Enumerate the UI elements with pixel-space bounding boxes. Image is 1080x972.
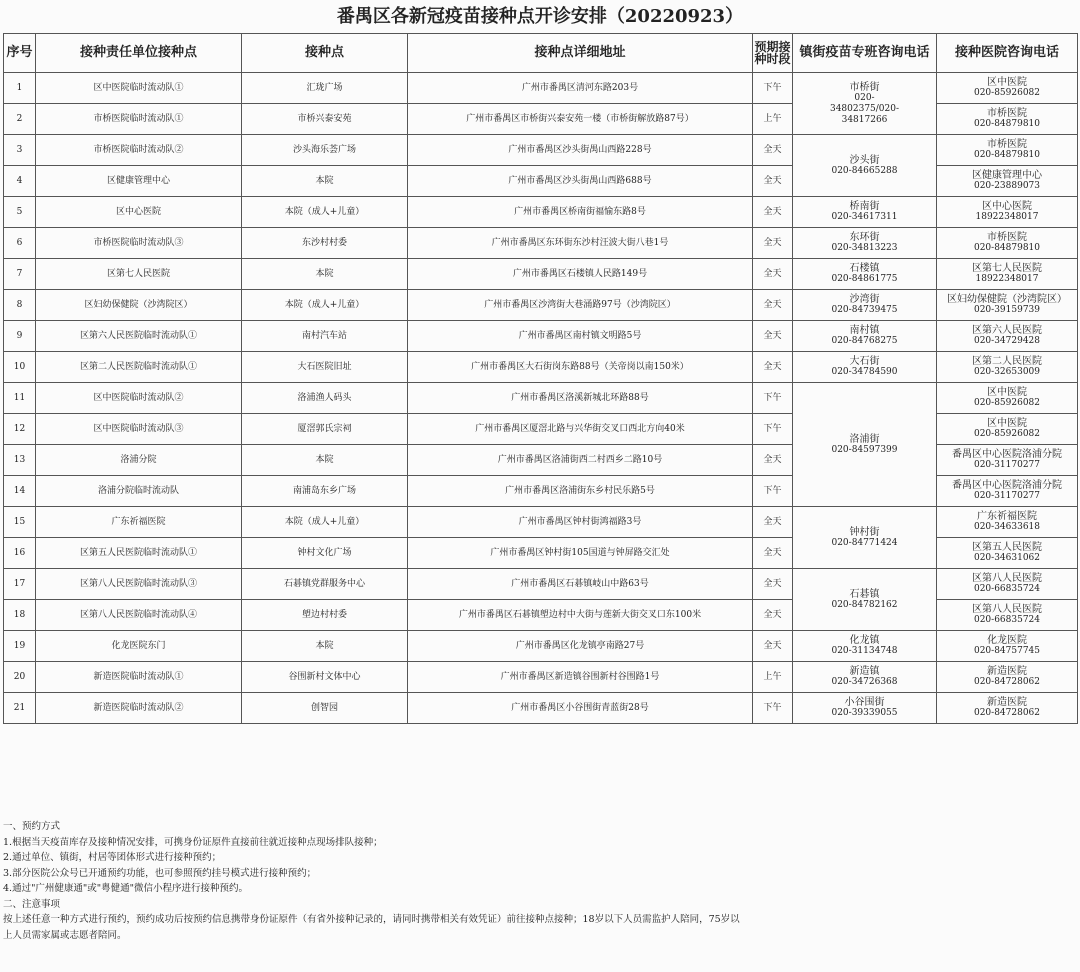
hospital-contact: [937, 600, 1078, 631]
town-name: 新造镇: [849, 666, 880, 677]
row-unit: 洛浦分院: [36, 445, 242, 476]
town-phone: 020-31134748: [831, 646, 898, 656]
header-time: 预期接种时段: [753, 34, 793, 73]
notes-item: 1.根据当天疫苗库存及接种情况安排，可携身份证原件直接前往就近接种点现场排队接种；: [3, 836, 383, 848]
row-unit: 区中医院临时流动队③: [36, 414, 242, 445]
row-site: 厦滘郭氏宗祠: [242, 414, 408, 445]
row-address: 广州市番禺区新造镇谷围新村谷围路1号: [408, 662, 753, 693]
row-address: 广州市番禺区南村镇文明路5号: [408, 321, 753, 352]
town-name: 沙湾街: [849, 294, 880, 305]
row-time: 下午: [753, 414, 793, 445]
header-no: 序号: [4, 34, 36, 73]
hospital-phone: 020-85926082: [973, 429, 1041, 439]
row-time: 下午: [753, 73, 793, 104]
row-no: 12: [4, 414, 36, 445]
hospital-phone: 020-34633618: [973, 522, 1041, 532]
town-contact: [793, 569, 937, 631]
row-site: 谷围新村文体中心: [242, 662, 408, 693]
hospital-contact: [937, 631, 1078, 662]
row-time: 全天: [753, 569, 793, 600]
town-contact: [793, 352, 937, 383]
town-name: 东环街: [849, 232, 880, 243]
row-unit: 市桥医院临时流动队③: [36, 228, 242, 259]
row-unit: 市桥医院临时流动队①: [36, 104, 242, 135]
row-address: 广州市番禺区桥南街福愉东路8号: [408, 197, 753, 228]
hospital-name: 区中心医院: [982, 201, 1032, 212]
hospital-name: 新造医院: [987, 697, 1027, 708]
notes-item: 2.通过单位、镇街，村居等团体形式进行接种预约；: [3, 852, 222, 863]
hospital-name: 市桥医院: [987, 139, 1027, 150]
town-contact: [793, 73, 937, 135]
row-unit: 区第八人民医院临时流动队④: [36, 600, 242, 631]
row-unit: 区第六人民医院临时流动队①: [36, 321, 242, 352]
hospital-contact: [937, 662, 1078, 693]
row-no: 14: [4, 476, 36, 507]
town-name: 钟村街: [849, 526, 880, 538]
town-phone: 020-84771424: [831, 537, 898, 548]
row-address: 广州市番禺区小谷围街青蓝街28号: [408, 693, 753, 724]
notes-item: 4.通过"广州健康通"或"粤健通"微信小程序进行接种预约。: [3, 883, 249, 894]
town-name: 南村镇: [849, 325, 880, 336]
row-unit: 化龙医院东门: [36, 631, 242, 662]
row-site: 钟村文化广场: [242, 538, 408, 569]
town-contact: [793, 197, 937, 228]
town-phone: 020-84782162: [831, 599, 898, 610]
row-address: 广州市番禺区化龙镇亭南路27号: [408, 631, 753, 662]
hospital-phone: 020-84728062: [973, 677, 1041, 687]
row-time: 全天: [753, 197, 793, 228]
hospital-name: 区第七人民医院: [972, 263, 1042, 274]
row-no: 7: [4, 259, 36, 290]
table-row: [4, 693, 1078, 724]
town-phone: 020-34784590: [831, 367, 898, 377]
hospital-phone: 020-85926082: [973, 88, 1041, 98]
row-unit: 区中医院临时流动队①: [36, 73, 242, 104]
town-contact: [793, 228, 937, 259]
row-address: 广州市番禺区石碁镇岐山中路63号: [408, 569, 753, 600]
hospital-phone: 020-84879810: [973, 243, 1041, 253]
hospital-contact: [937, 73, 1078, 104]
row-address: 广州市番禺区东环街东沙村汪波大街八巷1号: [408, 228, 753, 259]
row-time: 全天: [753, 507, 793, 538]
row-site: 石碁镇党群服务中心: [242, 569, 408, 600]
table-row: [4, 631, 1078, 662]
row-no: 2: [4, 104, 36, 135]
town-contact: [793, 507, 937, 569]
row-site: 本院: [242, 259, 408, 290]
header-site: 接种点: [242, 34, 408, 73]
hospital-name: 区第八人民医院: [972, 604, 1042, 615]
hospital-name: 区妇幼保健院（沙湾院区）: [947, 294, 1067, 305]
row-unit: 区第五人民医院临时流动队①: [36, 538, 242, 569]
row-no: 11: [4, 383, 36, 414]
town-phone: 020-39339055: [831, 708, 898, 718]
row-unit: 区健康管理中心: [36, 166, 242, 197]
town-contact: [793, 290, 937, 321]
hospital-name: 番禺区中心医院洛浦分院: [952, 480, 1062, 491]
row-no: 6: [4, 228, 36, 259]
row-unit: 区中心医院: [36, 197, 242, 228]
row-no: 19: [4, 631, 36, 662]
town-contact: [793, 259, 937, 290]
town-phone: 020-34617311: [831, 212, 898, 222]
hospital-phone: 020-39159739: [973, 305, 1041, 315]
hospital-contact: [937, 290, 1078, 321]
row-site: 南浦岛东乡广场: [242, 476, 408, 507]
row-address: 广州市番禺区沙头街禺山西路228号: [408, 135, 753, 166]
hospital-phone: 18922348017: [975, 212, 1039, 222]
row-address: 广州市番禺区清河东路203号: [408, 73, 753, 104]
row-time: 全天: [753, 228, 793, 259]
hospital-name: 番禺区中心医院洛浦分院: [952, 449, 1062, 460]
row-time: 全天: [753, 445, 793, 476]
table-row: [4, 352, 1078, 383]
table-row: [4, 321, 1078, 352]
hospital-contact: [937, 693, 1078, 724]
town-name: 大石街: [849, 356, 880, 367]
town-contact: [793, 693, 937, 724]
row-time: 上午: [753, 662, 793, 693]
hospital-contact: [937, 166, 1078, 197]
row-site: 本院（成人+儿童）: [242, 197, 408, 228]
header-hospital-phone: 接种医院咨询电话: [937, 34, 1078, 73]
hospital-phone: 020-84728062: [973, 708, 1041, 718]
row-time: 下午: [753, 693, 793, 724]
row-no: 10: [4, 352, 36, 383]
hospital-contact: [937, 259, 1078, 290]
hospital-phone: 020-31170277: [973, 491, 1041, 501]
table-row: [4, 507, 1078, 538]
hospital-name: 广东祈福医院: [977, 511, 1037, 522]
row-site: 南村汽车站: [242, 321, 408, 352]
row-unit: 区第二人民医院临时流动队①: [36, 352, 242, 383]
hospital-contact: [937, 476, 1078, 507]
page-title: 番禺区各新冠疫苗接种点开诊安排（20220923）: [336, 6, 744, 27]
row-no: 3: [4, 135, 36, 166]
town-name: 市桥街: [849, 81, 880, 93]
vaccination-schedule-table: [3, 33, 1078, 724]
notes-heading-booking: 一、预约方式: [3, 821, 61, 832]
row-no: 9: [4, 321, 36, 352]
hospital-contact: [937, 321, 1078, 352]
town-name: 桥南街: [849, 201, 880, 212]
row-time: 上午: [753, 104, 793, 135]
row-site: 东沙村村委: [242, 228, 408, 259]
row-address: 广州市番禺区沙湾街大巷涌路97号（沙湾院区）: [408, 290, 753, 321]
notes-section: [3, 819, 1077, 943]
row-unit: 区中医院临时流动队②: [36, 383, 242, 414]
row-site: 本院: [242, 445, 408, 476]
row-address: 广州市番禺区沙头街禺山西路688号: [408, 166, 753, 197]
row-unit: 区妇幼保健院（沙湾院区）: [36, 290, 242, 321]
row-no: 18: [4, 600, 36, 631]
hospital-contact: [937, 383, 1078, 414]
hospital-phone: 020-32653009: [973, 367, 1041, 377]
row-site: 汇珑广场: [242, 73, 408, 104]
hospital-phone: 020-34631062: [973, 553, 1041, 563]
hospital-name: 新造医院: [987, 666, 1027, 677]
row-site: 沙头海乐荟广场: [242, 135, 408, 166]
hospital-name: 市桥医院: [987, 108, 1027, 119]
row-time: 全天: [753, 166, 793, 197]
hospital-contact: [937, 414, 1078, 445]
hospital-contact: [937, 569, 1078, 600]
table-body: [4, 73, 1078, 724]
town-contact: [793, 135, 937, 197]
hospital-name: 区健康管理中心: [972, 170, 1042, 181]
hospital-contact: [937, 352, 1078, 383]
town-contact: [793, 321, 937, 352]
row-no: 17: [4, 569, 36, 600]
hospital-contact: [937, 228, 1078, 259]
hospital-phone: 020-84879810: [973, 150, 1041, 160]
row-address: 广州市番禺区市桥街兴泰安苑一楼（市桥街解放路87号）: [408, 104, 753, 135]
town-name: 石碁镇: [849, 588, 880, 600]
hospital-phone: 18922348017: [975, 274, 1039, 284]
row-site: 本院: [242, 631, 408, 662]
notes-item: 按上述任意一种方式进行预约，预约成功后按预约信息携带身份证原件（有省外接种记录的，请同时携带相关有效凭证）前往接种点接种；18岁以下人员需监护人陪同，75岁以上人员需家属或志愿者陪同。: [3, 914, 740, 941]
row-site: 市桥兴泰安苑: [242, 104, 408, 135]
town-phone: 020-84768275: [831, 336, 898, 346]
hospital-name: 区第六人民医院: [972, 325, 1042, 336]
row-site: 本院（成人+儿童）: [242, 290, 408, 321]
town-name: 洛浦街: [849, 433, 880, 445]
town-contact: [793, 631, 937, 662]
row-site: 塱边村村委: [242, 600, 408, 631]
row-address: 广州市番禺区洛溪新城北环路88号: [408, 383, 753, 414]
hospital-phone: 020-84879810: [973, 119, 1041, 129]
table-row: [4, 135, 1078, 166]
row-address: 广州市番禺区钟村街105国道与钟屏路交汇处: [408, 538, 753, 569]
header-address: 接种点详细地址: [408, 34, 753, 73]
hospital-phone: 020-66835724: [973, 615, 1041, 625]
row-site: 本院（成人+儿童）: [242, 507, 408, 538]
table-row: [4, 383, 1078, 414]
row-time: 全天: [753, 290, 793, 321]
town-contact: [793, 383, 937, 507]
row-site: 本院: [242, 166, 408, 197]
hospital-name: 区中医院: [987, 387, 1027, 398]
row-site: 创智园: [242, 693, 408, 724]
row-unit: 市桥医院临时流动队②: [36, 135, 242, 166]
row-address: 广州市番禺区洛浦街东乡村民乐路5号: [408, 476, 753, 507]
row-address: 广州市番禺区钟村街鸿福路3号: [408, 507, 753, 538]
row-no: 21: [4, 693, 36, 724]
hospital-name: 市桥医院: [987, 232, 1027, 243]
row-no: 4: [4, 166, 36, 197]
town-phone: 020-84739475: [831, 305, 898, 315]
row-no: 13: [4, 445, 36, 476]
table-header-row: [4, 34, 1078, 73]
town-name: 石楼镇: [849, 263, 880, 274]
row-time: 全天: [753, 259, 793, 290]
row-unit: 区第八人民医院临时流动队③: [36, 569, 242, 600]
town-name: 化龙镇: [849, 635, 880, 646]
hospital-phone: 020-66835724: [973, 584, 1041, 594]
hospital-contact: [937, 538, 1078, 569]
row-unit: 广东祈福医院: [36, 507, 242, 538]
header-unit: 接种责任单位接种点: [36, 34, 242, 73]
row-address: 广州市番禺区洛浦街西二村西乡二路10号: [408, 445, 753, 476]
hospital-name: 区第五人民医院: [972, 542, 1042, 553]
notes-heading-attention: 二、注意事项: [3, 898, 61, 910]
row-address: 广州市番禺区石碁镇塱边村中大街与莲新大街交叉口东100米: [408, 600, 753, 631]
row-no: 8: [4, 290, 36, 321]
town-name: 沙头街: [849, 154, 880, 166]
row-time: 下午: [753, 476, 793, 507]
town-phone: 020-34813223: [831, 243, 898, 253]
hospital-phone: 020-84757745: [973, 646, 1041, 656]
town-phone: 020-84665288: [831, 165, 898, 176]
town-contact: [793, 662, 937, 693]
town-phone: 020-84597399: [831, 444, 898, 455]
table-row: [4, 197, 1078, 228]
table-row: [4, 569, 1078, 600]
table-row: [4, 290, 1078, 321]
row-address: 广州市番禺区大石街岗东路88号（关帝岗以南150米）: [408, 352, 753, 383]
row-unit: 洛浦分院临时流动队: [36, 476, 242, 507]
hospital-contact: [937, 135, 1078, 166]
hospital-contact: [937, 197, 1078, 228]
town-name: 小谷围街: [844, 697, 885, 708]
row-no: 20: [4, 662, 36, 693]
hospital-name: 化龙医院: [987, 635, 1027, 646]
row-time: 全天: [753, 538, 793, 569]
hospital-name: 区第八人民医院: [972, 573, 1042, 584]
hospital-name: 区中医院: [987, 418, 1027, 429]
row-unit: 新造医院临时流动队②: [36, 693, 242, 724]
row-time: 下午: [753, 383, 793, 414]
hospital-phone: 020-23889073: [973, 181, 1041, 191]
row-time: 全天: [753, 352, 793, 383]
row-unit: 新造医院临时流动队①: [36, 662, 242, 693]
town-phone: 020-34802375/020-34817266: [829, 92, 900, 125]
row-no: 15: [4, 507, 36, 538]
hospital-name: 区中医院: [987, 77, 1027, 88]
town-phone: 020-84861775: [831, 274, 898, 284]
table-row: [4, 259, 1078, 290]
hospital-contact: [937, 445, 1078, 476]
row-no: 5: [4, 197, 36, 228]
table-row: [4, 73, 1078, 104]
table-row: [4, 662, 1078, 693]
row-time: 全天: [753, 600, 793, 631]
hospital-contact: [937, 104, 1078, 135]
row-unit: 区第七人民医院: [36, 259, 242, 290]
row-time: 全天: [753, 135, 793, 166]
header-town-phone: 镇街疫苗专班咨询电话: [793, 34, 937, 73]
row-time: 全天: [753, 321, 793, 352]
notes-item: 3.部分医院公众号已开通预约功能，也可参照预约挂号模式进行接种预约；: [3, 867, 317, 879]
row-site: 大石医院旧址: [242, 352, 408, 383]
row-site: 洛浦渔人码头: [242, 383, 408, 414]
hospital-phone: 020-31170277: [973, 460, 1041, 470]
row-no: 16: [4, 538, 36, 569]
hospital-phone: 020-34729428: [973, 336, 1041, 346]
row-time: 全天: [753, 631, 793, 662]
hospital-phone: 020-85926082: [973, 398, 1041, 408]
row-no: 1: [4, 73, 36, 104]
hospital-contact: [937, 507, 1078, 538]
table-row: [4, 228, 1078, 259]
town-phone: 020-34726368: [831, 677, 898, 687]
hospital-name: 区第二人民医院: [972, 356, 1042, 367]
row-address: 广州市番禺区石楼镇人民路149号: [408, 259, 753, 290]
row-address: 广州市番禺区厦滘北路与兴华街交叉口西北方向40米: [408, 414, 753, 445]
